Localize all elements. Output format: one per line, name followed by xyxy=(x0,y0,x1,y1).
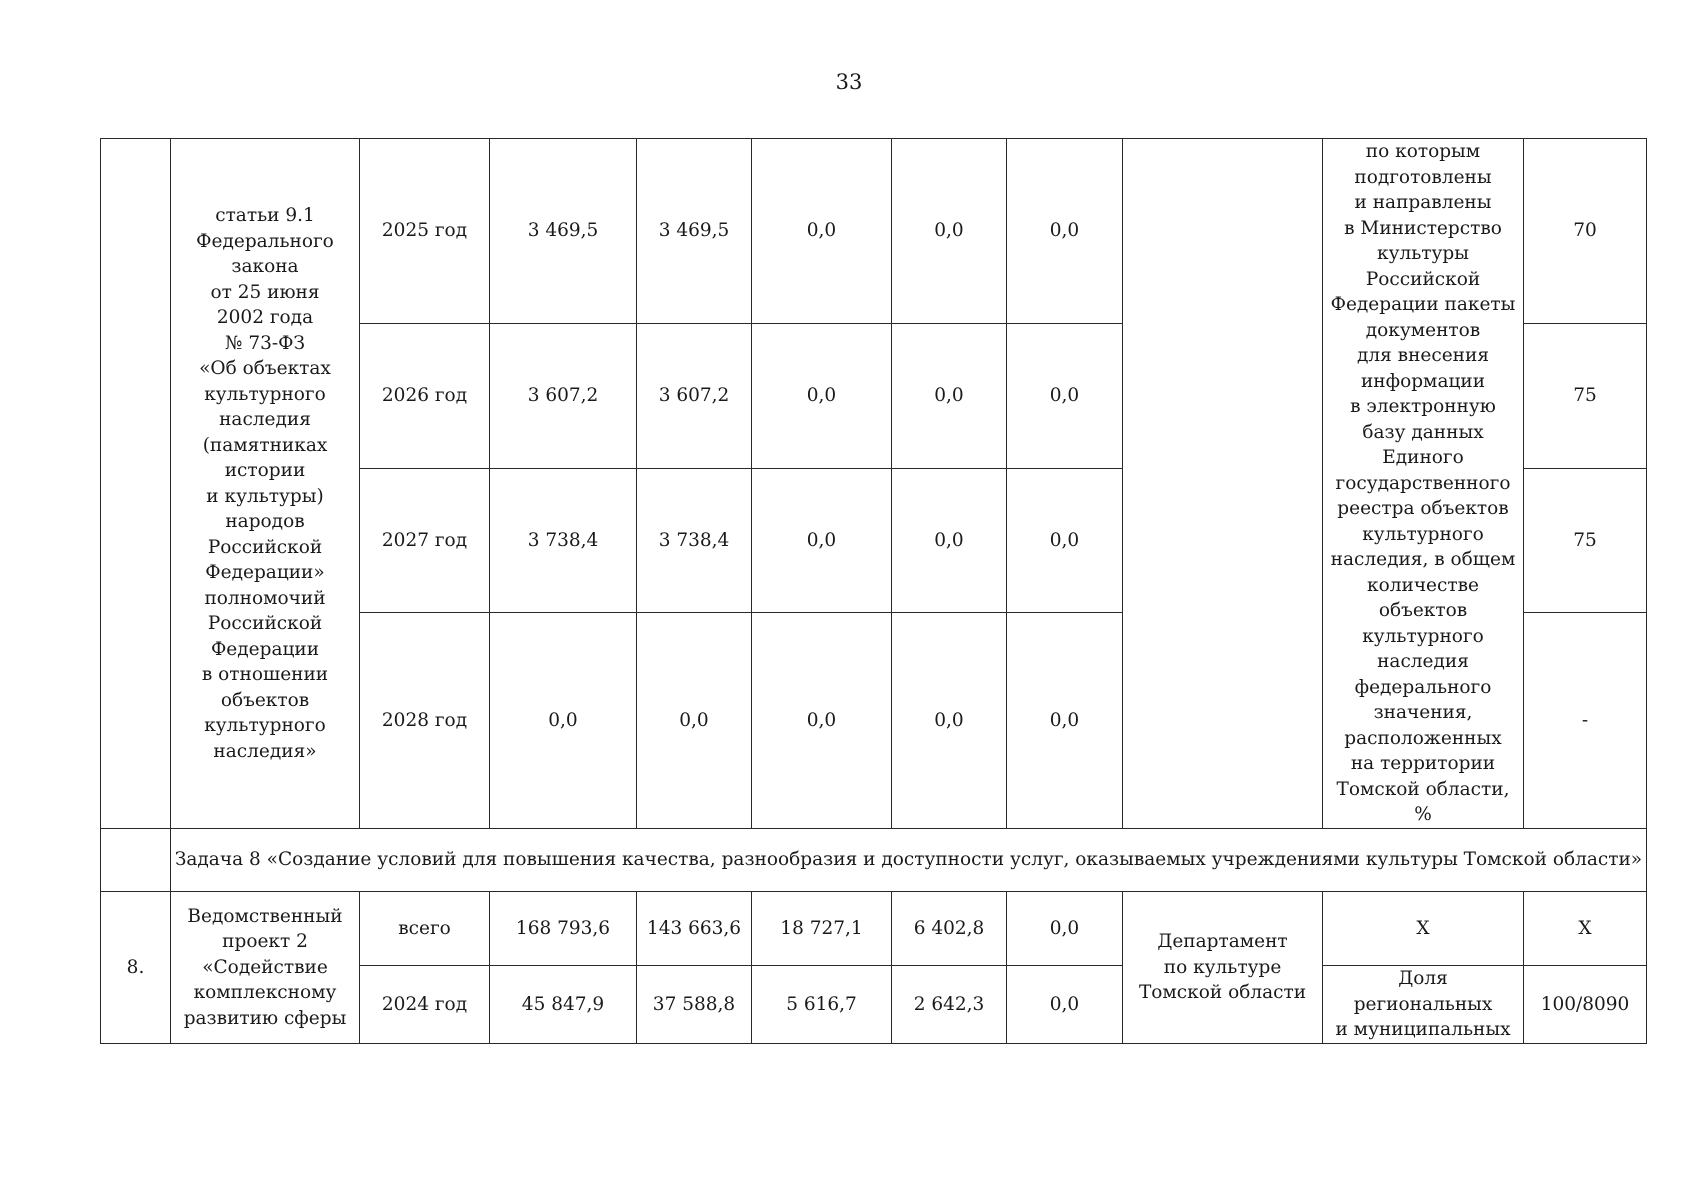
indicator-value-cell: Х xyxy=(1524,892,1647,966)
extra-budget-cell: 0,0 xyxy=(1007,613,1123,829)
local-budget-cell: 0,0 xyxy=(892,613,1007,829)
period-cell: 2028 год xyxy=(360,613,490,829)
extra-budget-cell: 0,0 xyxy=(1007,469,1123,613)
executor-cell: Департамент по культуре Томской области xyxy=(1123,892,1323,1044)
period-cell: 2027 год xyxy=(360,469,490,613)
event-name-cell: Ведомственный проект 2 «Содействие комплексному развитию сферы xyxy=(171,892,360,1044)
indicator-value-cell: 70 xyxy=(1524,139,1647,324)
indicator-value-cell: 100/8090 xyxy=(1524,966,1647,1044)
indicator-value-cell: - xyxy=(1524,613,1647,829)
indicator-value-cell: 75 xyxy=(1524,469,1647,613)
period-cell: 2024 год xyxy=(360,966,490,1044)
indicator-cell: Х xyxy=(1323,892,1524,966)
period-cell: 2025 год xyxy=(360,139,490,324)
regional-budget-cell: 0,0 xyxy=(752,139,892,324)
federal-budget-cell: 143 663,6 xyxy=(637,892,752,966)
item-number: 8. xyxy=(101,892,171,1044)
task-number-cell-empty xyxy=(101,829,171,892)
regional-budget-cell: 5 616,7 xyxy=(752,966,892,1044)
number-cell-empty xyxy=(101,139,171,829)
executor-cell-empty xyxy=(1123,139,1323,829)
extra-budget-cell: 0,0 xyxy=(1007,892,1123,966)
extra-budget-cell: 0,0 xyxy=(1007,324,1123,469)
period-cell: всего xyxy=(360,892,490,966)
page-number: 33 xyxy=(835,70,863,94)
table-row xyxy=(101,892,1647,966)
total-cell: 168 793,6 xyxy=(490,892,637,966)
indicator-cell: Доля региональных и муниципальных xyxy=(1323,966,1524,1044)
program-table xyxy=(100,138,1647,1044)
total-cell: 3 607,2 xyxy=(490,324,637,469)
extra-budget-cell: 0,0 xyxy=(1007,139,1123,324)
federal-budget-cell: 0,0 xyxy=(637,613,752,829)
table-row xyxy=(101,139,1647,324)
regional-budget-cell: 18 727,1 xyxy=(752,892,892,966)
total-cell: 0,0 xyxy=(490,613,637,829)
federal-budget-cell: 37 588,8 xyxy=(637,966,752,1044)
local-budget-cell: 2 642,3 xyxy=(892,966,1007,1044)
total-cell: 3 738,4 xyxy=(490,469,637,613)
total-cell: 45 847,9 xyxy=(490,966,637,1044)
regional-budget-cell: 0,0 xyxy=(752,613,892,829)
regional-budget-cell: 0,0 xyxy=(752,324,892,469)
task-row xyxy=(101,829,1647,892)
regional-budget-cell: 0,0 xyxy=(752,469,892,613)
indicator-value-cell: 75 xyxy=(1524,324,1647,469)
event-name-cell: статьи 9.1 Федерального закона от 25 июня 2002 года № 73-ФЗ «Об объектах культурного наследия (памятниках истории и культуры) народов Российской Федерации» полномочий Российской Федерации в отношении объектов культурного наследия» xyxy=(171,139,360,829)
local-budget-cell: 0,0 xyxy=(892,469,1007,613)
local-budget-cell: 0,0 xyxy=(892,139,1007,324)
task-heading: Задача 8 «Создание условий для повышения качества, разнообразия и доступности услуг, оказываемых учреждениями культуры Томской области» xyxy=(171,829,1647,892)
federal-budget-cell: 3 738,4 xyxy=(637,469,752,613)
local-budget-cell: 6 402,8 xyxy=(892,892,1007,966)
local-budget-cell: 0,0 xyxy=(892,324,1007,469)
indicator-cell: по которым подготовлены и направлены в Министерство культуры Российской Федерации пакеты документов для внесения информации в электронную базу данных Единого государственного реестра объектов культурного наследия, в общем количестве объектов культурного наследия федерального значения, расположенных на территории Томской области, % xyxy=(1323,139,1524,829)
total-cell: 3 469,5 xyxy=(490,139,637,324)
period-cell: 2026 год xyxy=(360,324,490,469)
extra-budget-cell: 0,0 xyxy=(1007,966,1123,1044)
federal-budget-cell: 3 469,5 xyxy=(637,139,752,324)
federal-budget-cell: 3 607,2 xyxy=(637,324,752,469)
